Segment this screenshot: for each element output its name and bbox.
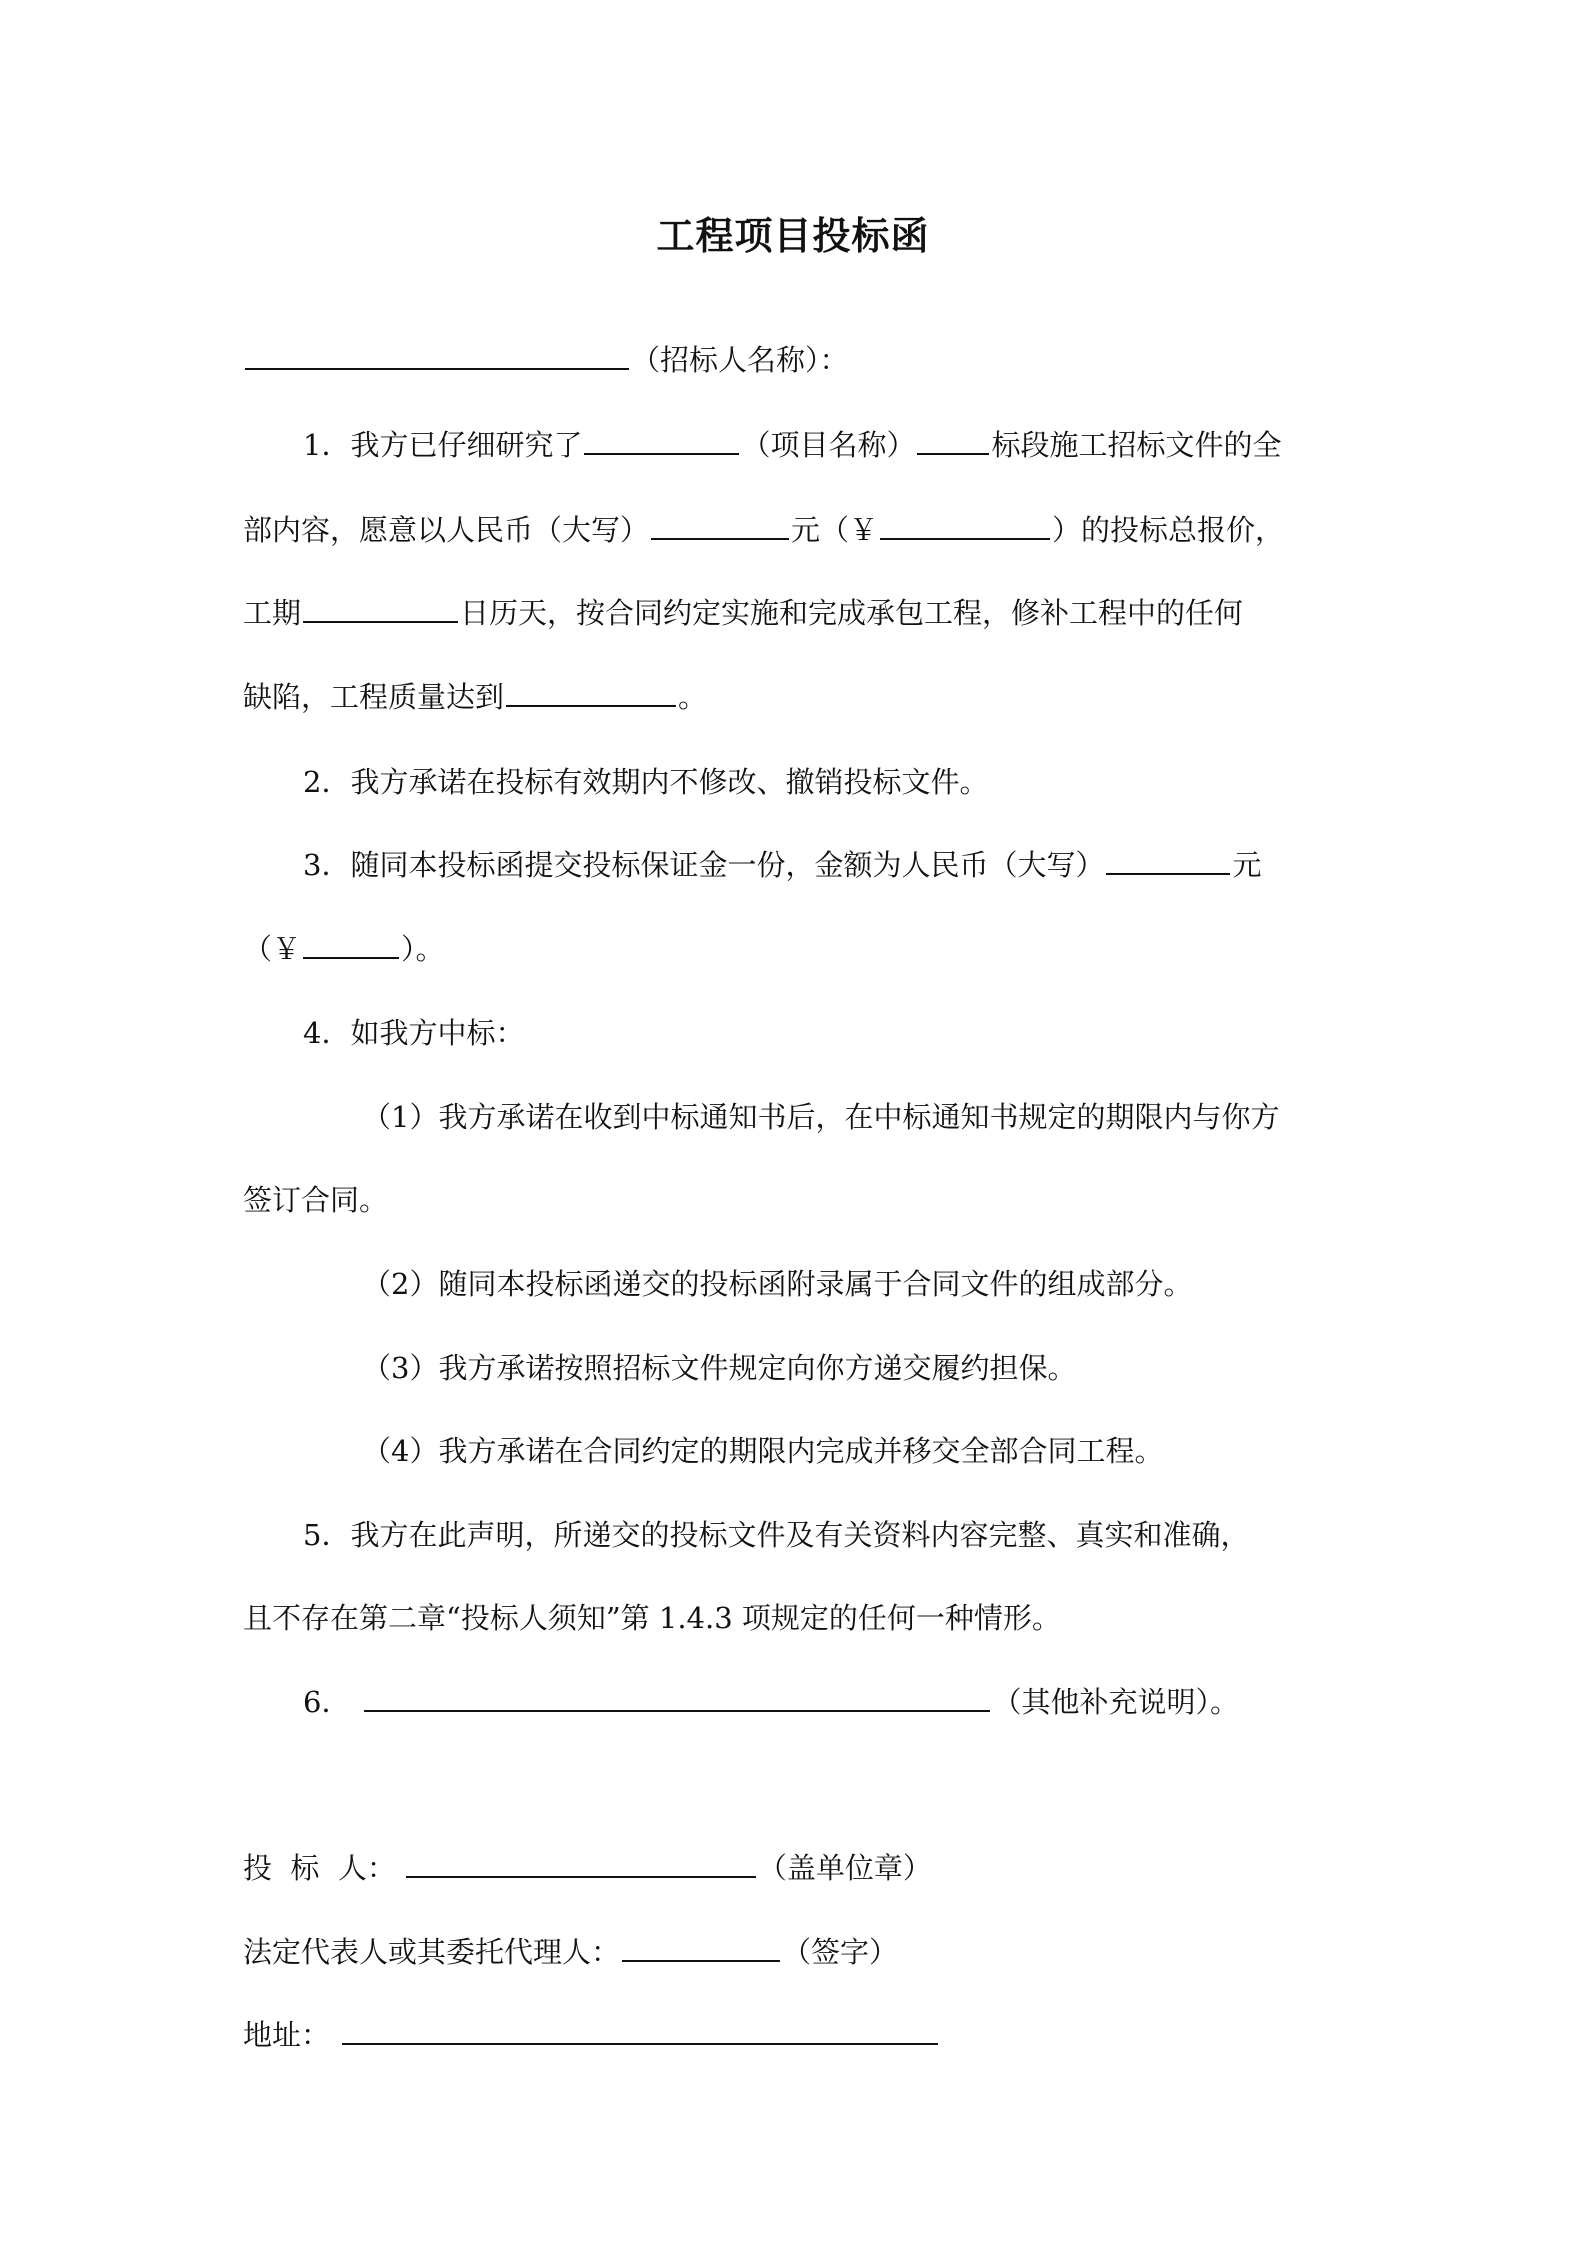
duration-days-blank[interactable]: [303, 595, 458, 623]
bidder-label: 投 标 人：: [243, 1851, 396, 1885]
bidder-line: 投 标 人： （盖单位章）: [243, 1851, 932, 1885]
section-blank[interactable]: [917, 427, 989, 455]
para-4-item-1-line-1: （1）我方承诺在收到中标通知书后，在中标通知书规定的期限内与你方: [362, 1100, 1280, 1134]
para-1-line-4: 缺陷，工程质量达到 。: [243, 680, 708, 714]
addressee-line: （招标人名称）：: [243, 340, 849, 380]
bond-amount-figures-blank[interactable]: [303, 931, 399, 959]
para-2: 2．我方承诺在投标有效期内不修改、撤销投标文件。: [303, 765, 989, 799]
para-4-item-3: （3）我方承诺按照招标文件规定向你方递交履约担保。: [362, 1351, 1077, 1385]
other-notes-blank[interactable]: [364, 1684, 990, 1712]
total-price-words-blank[interactable]: [651, 512, 789, 540]
address-line: [243, 2015, 940, 2055]
para-3-line-2: （￥ ）。: [243, 932, 445, 966]
address-label: 地址：: [243, 2018, 331, 2052]
representative-signature-blank[interactable]: [622, 1934, 780, 1962]
para-3-line-1: 3．随同本投标函提交投标保证金一份，金额为人民币（大写） 元: [303, 848, 1262, 882]
para-1-line-2: 部内容，愿意以人民币（大写） 元（￥ ）的投标总报价，: [243, 513, 1285, 547]
bidder-blank[interactable]: [406, 1850, 756, 1878]
bond-amount-words-blank[interactable]: [1106, 847, 1230, 875]
representative-label: 法定代表人或其委托代理人：: [243, 1935, 621, 1969]
para-5-line-1: 5．我方在此声明，所递交的投标文件及有关资料内容完整、真实和准确，: [303, 1518, 1250, 1552]
para-5-line-2: 且不存在第二章“投标人须知”第 1.4.3 项规定的任何一种情形。: [243, 1601, 1061, 1635]
para-1-line-1: 1．我方已仔细研究了 （项目名称） 标段施工招标文件的全: [303, 428, 1282, 462]
para-4-item-1-line-2: 签订合同。: [243, 1183, 389, 1217]
para-4: 4．如我方中标：: [303, 1016, 525, 1050]
document-title: 工程项目投标函: [656, 214, 930, 258]
para-6: 6． （其他补充说明）。: [303, 1685, 1239, 1719]
project-name-blank[interactable]: [584, 427, 739, 455]
total-price-figures-blank[interactable]: [880, 512, 1050, 540]
para-4-item-4: （4）我方承诺在合同约定的期限内完成并移交全部合同工程。: [362, 1434, 1164, 1468]
representative-line: 法定代表人或其委托代理人： （签字）: [243, 1935, 899, 1969]
address-blank[interactable]: [342, 2017, 938, 2045]
tenderer-name-blank[interactable]: [245, 342, 629, 370]
quality-standard-blank[interactable]: [506, 679, 676, 707]
para-1-line-3: 工期 日历天，按合同约定实施和完成承包工程，修补工程中的任何: [243, 596, 1244, 630]
para-4-item-2: （2）随同本投标函递交的投标函附录属于合同文件的组成部分。: [362, 1267, 1193, 1301]
